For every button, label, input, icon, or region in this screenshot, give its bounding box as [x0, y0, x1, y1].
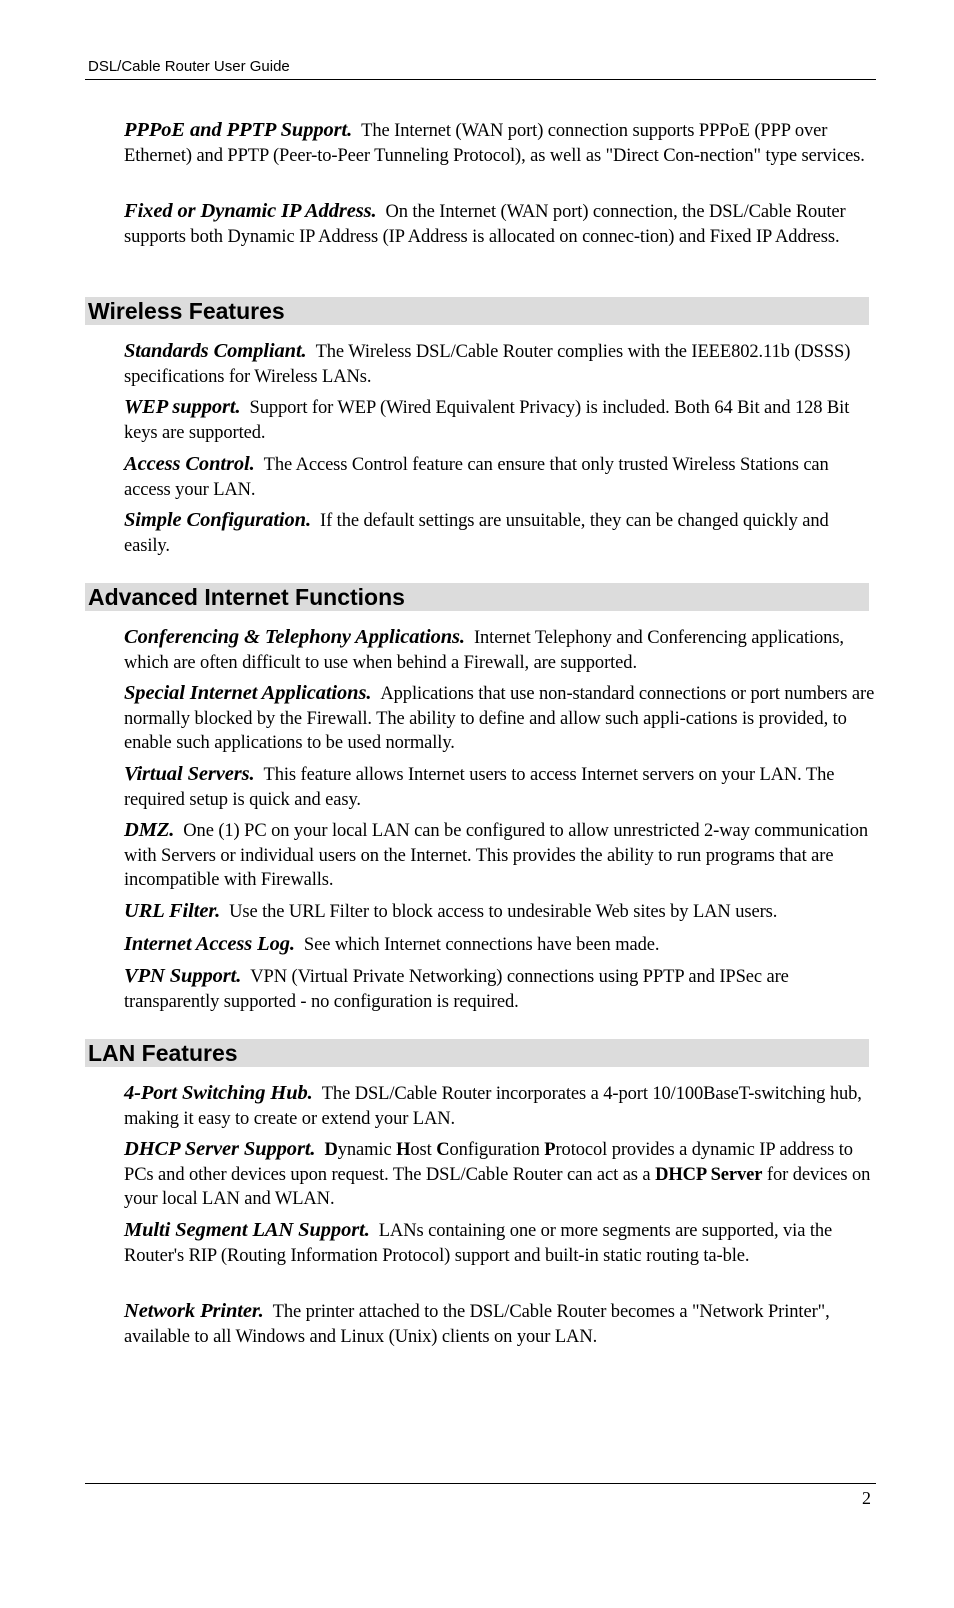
acronym-letter: P [544, 1140, 556, 1160]
feature-term: Access Control. [124, 453, 255, 475]
feature-text: This feature allows Internet users to access Internet servers on your LAN. The required setup is quick and easy. [124, 765, 835, 810]
feature-switching-hub [124, 1081, 876, 1131]
feature-text: The DSL/Cable Router incorporates a 4-port 10/100BaseT-switching hub, making it easy to create or extend your LAN. [124, 1084, 862, 1129]
header-rule [85, 79, 876, 80]
feature-text: On the Internet (WAN port) connection, the DSL/Cable Router supports both Dynamic IP Address (IP Address is allocated on connec-tion) and Fixed IP Address. [124, 202, 846, 247]
feature-internet-access-log [124, 932, 876, 958]
feature-simple-configuration [124, 508, 876, 558]
feature-text: The Wireless DSL/Cable Router complies with the IEEE802.11b (DSSS) specifications for Wireless LANs. [124, 342, 851, 387]
feature-term: Multi Segment LAN Support. [124, 1219, 370, 1241]
feature-multi-segment-lan [124, 1218, 876, 1268]
feature-text: for devices on your local LAN and WLAN. [124, 1164, 871, 1209]
feature-special-internet-apps [124, 681, 876, 756]
feature-fixed-dynamic-ip [124, 199, 876, 249]
feature-text: The printer attached to the DSL/Cable Router becomes a "Network Printer", available to all Windows and Linux (Unix) clients on your LAN. [124, 1302, 830, 1347]
feature-text: Applications that use non-standard connections or port numbers are normally blocked by the Firewall. The ability to define and allow such appli-cations is provided, to enable such applications to be used normally. [124, 684, 875, 753]
feature-term: WEP support. [124, 396, 241, 418]
feature-term: Network Printer. [124, 1300, 264, 1322]
footer-rule [85, 1483, 876, 1484]
section-heading-advanced: Advanced Internet Functions [85, 583, 869, 611]
feature-text: The Access Control feature can ensure that only trusted Wireless Stations can access your LAN. [124, 455, 829, 500]
feature-term: Standards Compliant. [124, 340, 307, 362]
feature-network-printer [124, 1299, 876, 1349]
feature-vpn-support [124, 964, 876, 1014]
feature-url-filter [124, 899, 876, 925]
feature-term: Conferencing & Telephony Applications. [124, 626, 465, 648]
acronym-letter: D [324, 1140, 338, 1160]
section-heading-wireless: Wireless Features [85, 297, 869, 325]
feature-term: Internet Access Log. [124, 933, 295, 955]
feature-text: One (1) PC on your local LAN can be configured to allow unrestricted 2-way communication with Servers or individual users on the Internet. This provides the ability to run programs that are incompatible with Firewalls. [124, 821, 869, 890]
feature-pppoe-pptp [124, 118, 876, 168]
feature-text: See which Internet connections have been made. [303, 935, 660, 955]
feature-text: onfiguration [449, 1140, 545, 1160]
feature-text: Use the URL Filter to block access to undesirable Web sites by LAN users. [229, 902, 778, 922]
running-header: DSL/Cable Router User Guide [88, 58, 290, 75]
feature-term: DHCP Server Support. [124, 1138, 316, 1160]
feature-term: Fixed or Dynamic IP Address. [124, 200, 377, 222]
feature-term: Simple Configuration. [124, 509, 312, 531]
feature-term: Virtual Servers. [124, 763, 255, 785]
feature-conferencing [124, 625, 876, 675]
feature-text: If the default settings are unsuitable, they can be changed quickly and easily. [124, 511, 829, 556]
feature-text: LANs containing one or more segments are supported, via the Router's RIP (Routing Information Protocol) support and built-in static routing ta-ble. [124, 1221, 833, 1266]
feature-term: VPN Support. [124, 965, 242, 987]
feature-text: The Internet (WAN port) connection supports PPPoE (PPP over Ethernet) and PPTP (Peer-to-Peer Tunneling Protocol), as well as "Direct Con-nection" type services. [124, 121, 865, 166]
feature-term: PPPoE and PPTP Support. [124, 119, 353, 141]
feature-text: rotocol provides a dynamic IP address to PCs and other devices upon request. The DSL/Cable Router can act as a [124, 1140, 853, 1185]
feature-term: Special Internet Applications. [124, 682, 372, 704]
page-number: 2 [862, 1488, 871, 1508]
feature-text: Internet Telephony and Conferencing applications, which are often difficult to use when behind a Firewall, are supported. [124, 628, 844, 673]
section-heading-lan: LAN Features [85, 1039, 869, 1067]
acronym-letter: H [396, 1140, 411, 1160]
feature-text: ost [410, 1140, 437, 1160]
feature-virtual-servers [124, 762, 876, 812]
dhcp-server-emphasis: DHCP Server [655, 1164, 763, 1185]
feature-term: 4-Port Switching Hub. [124, 1082, 313, 1104]
feature-dhcp-server [124, 1137, 876, 1212]
feature-dmz [124, 818, 876, 893]
feature-text: ynamic [337, 1140, 397, 1160]
feature-term: URL Filter. [124, 900, 221, 922]
feature-wep-support [124, 395, 876, 445]
feature-text: VPN (Virtual Private Networking) connections using PPTP and IPSec are transparently supported - no configuration is required. [124, 967, 789, 1012]
feature-term: DMZ. [124, 819, 175, 841]
feature-text: Support for WEP (Wired Equivalent Privacy) is included. Both 64 Bit and 128 Bit keys are supported. [124, 398, 850, 443]
acronym-letter: C [436, 1140, 450, 1160]
feature-access-control [124, 452, 876, 502]
feature-standards-compliant [124, 339, 876, 389]
